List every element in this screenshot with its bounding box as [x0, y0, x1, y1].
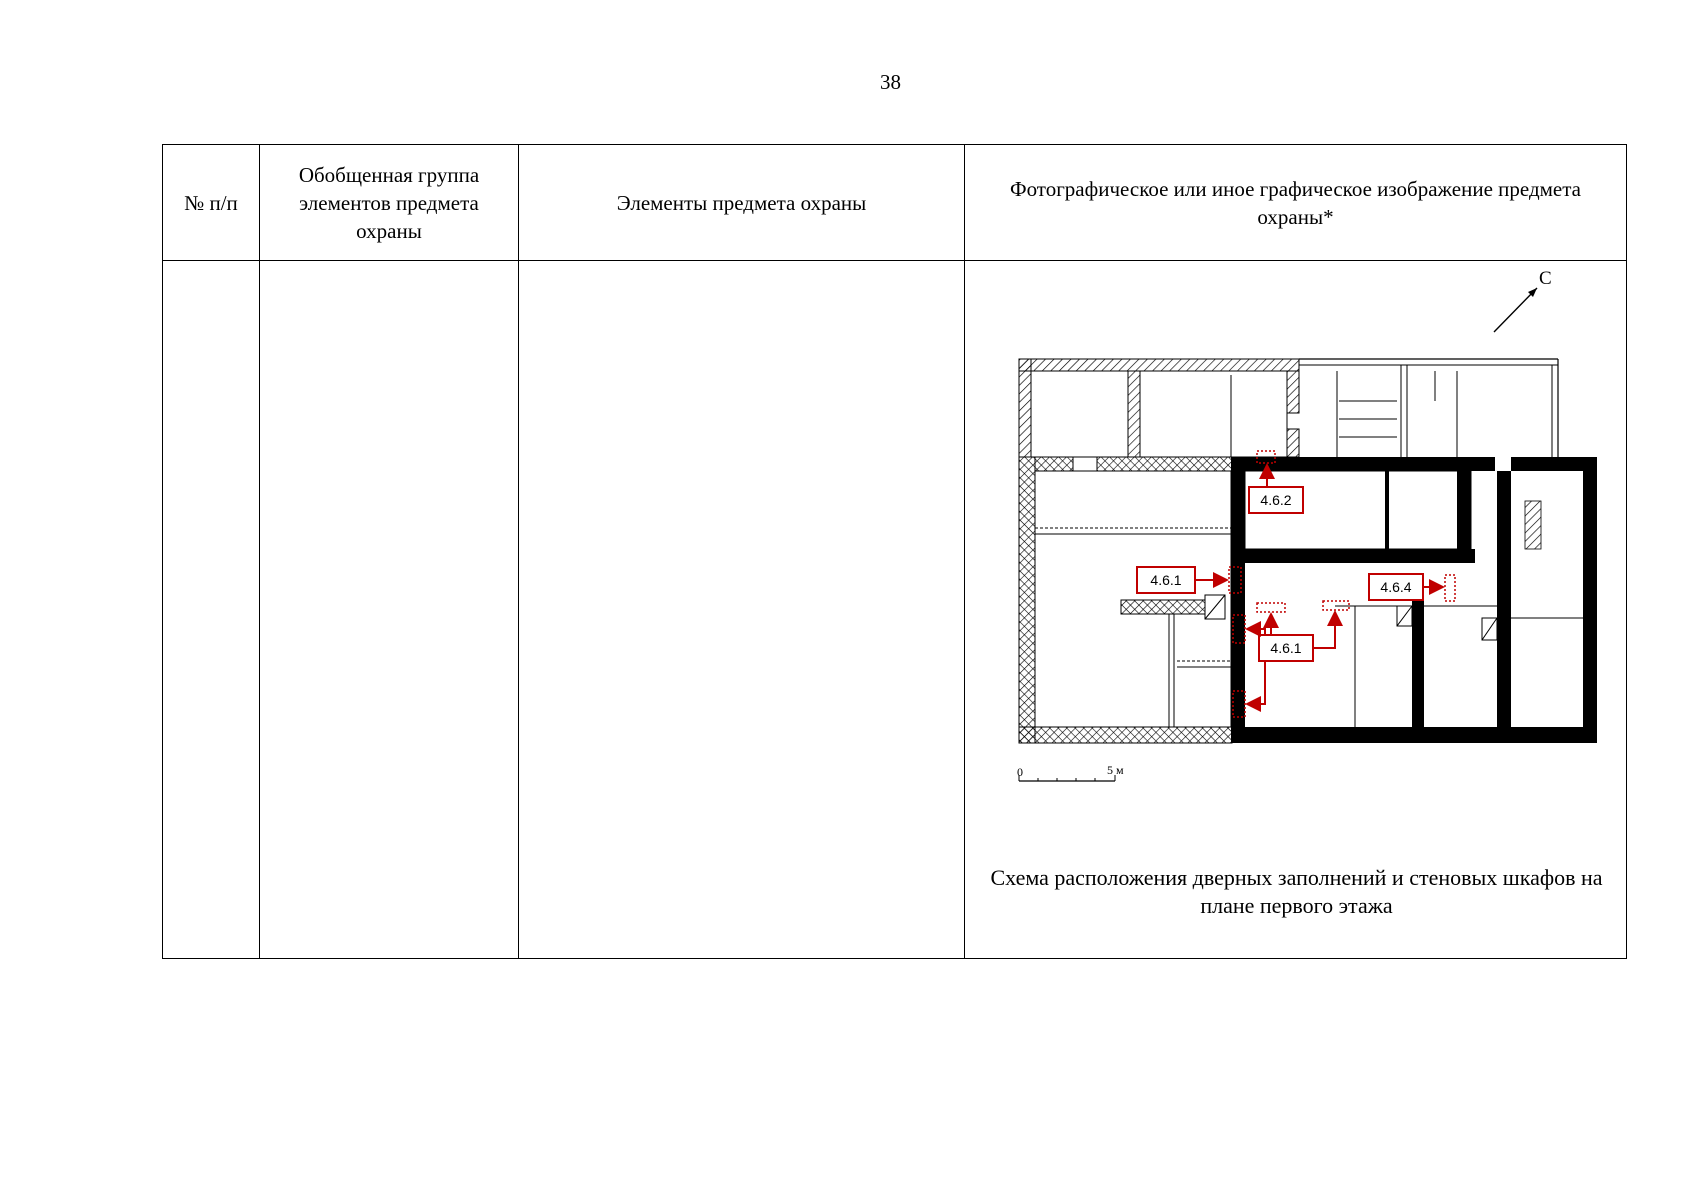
- callout-4-6-4: [1369, 574, 1455, 601]
- scale-max: 5 м: [1107, 763, 1124, 777]
- page-number: 38: [880, 70, 901, 94]
- header-elements: Элементы предмета охраны: [519, 145, 965, 261]
- cell-group: [260, 261, 519, 959]
- callouts: [1137, 451, 1455, 717]
- callout-4-6-1-lower: [1233, 601, 1349, 717]
- header-image: Фотографическое или иное графическое изображение предмета охраны*: [965, 145, 1627, 261]
- scale-zero: 0: [1017, 765, 1023, 779]
- north-label: С: [1539, 268, 1552, 289]
- header-number: № п/п: [163, 145, 260, 261]
- callout-4-6-1-upper: [1137, 567, 1241, 593]
- cell-image: [965, 261, 1627, 959]
- header-group: Обобщенная группа элементов предмета охраны: [260, 145, 519, 261]
- callout-label: 4.6.1: [1150, 572, 1182, 588]
- protection-table: [162, 144, 1627, 959]
- callout-label: 4.6.4: [1380, 579, 1412, 595]
- annex-walls: [1019, 359, 1558, 457]
- cell-elements: [519, 261, 965, 959]
- left-wing-walls: [1019, 457, 1237, 743]
- north-arrow: [1494, 268, 1552, 332]
- callout-label: 4.6.1: [1270, 640, 1302, 656]
- table-header-row: [163, 145, 1627, 261]
- floor-plan: [965, 261, 1628, 959]
- cell-number: [163, 261, 260, 959]
- callout-label: 4.6.2: [1260, 492, 1292, 508]
- table-row: [163, 261, 1627, 959]
- plan-caption: Схема расположения дверных заполнений и стеновых шкафов на плане первого этажа: [990, 865, 1603, 918]
- scale-bar: [1017, 763, 1124, 781]
